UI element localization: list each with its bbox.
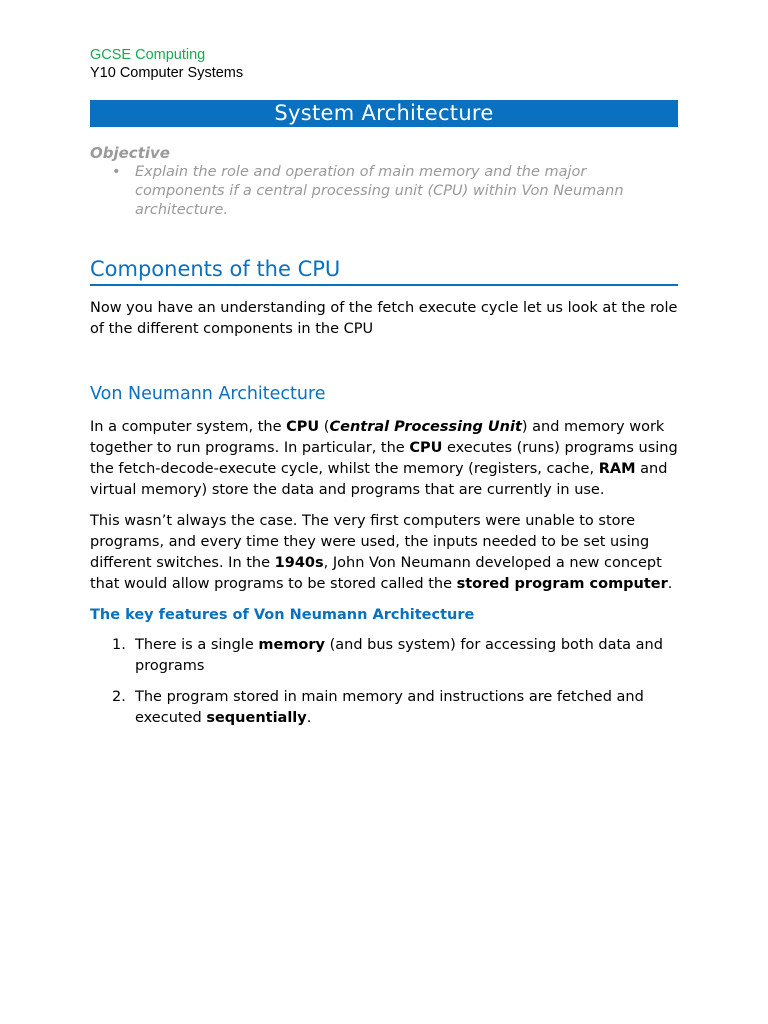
text-run: and virtual memory) store the data and programs that are currently in use.: [90, 461, 668, 498]
text-run: , John Von Neumann developed a new concept that would allow programs to be stored called the: [90, 555, 662, 592]
key-features-heading: The key features of Von Neumann Architecture: [90, 607, 475, 623]
text-run: .: [667, 576, 673, 592]
objective-title: Objective: [90, 144, 170, 162]
key-features-list: [90, 635, 678, 729]
unit-title: Y10 Computer Systems: [90, 65, 244, 81]
list-item: [90, 635, 678, 677]
text-run: There is a single: [135, 637, 259, 653]
bullet-icon: •: [112, 164, 121, 180]
text-run: (: [319, 419, 330, 435]
objective-item: [90, 163, 678, 220]
bold-term: memory: [258, 637, 325, 653]
text-run: In a computer system, the: [90, 419, 287, 435]
list-number: 2.: [112, 689, 126, 705]
document-page: [90, 46, 678, 739]
text-run: ) and memory work together to run programs. In particular, the: [90, 419, 665, 456]
list-item: [90, 687, 678, 729]
text-run: (and bus system) for accessing both data and programs: [135, 637, 663, 674]
text-run: This wasn’t always the case. The very first computers were unable to store programs, and every time they were used, the inputs needed to be set using different switches. In the: [90, 513, 650, 571]
text-run: .: [306, 710, 312, 726]
bold-term: sequentially: [206, 710, 307, 726]
von-neumann-paragraph-2: [90, 511, 678, 595]
bold-term-stored-program: stored program computer: [456, 576, 668, 592]
bold-term-cpu: CPU: [409, 440, 443, 456]
components-heading: Components of the CPU: [90, 255, 678, 286]
von-neumann-paragraph-1: [90, 417, 678, 501]
objective-list: [90, 163, 678, 220]
von-neumann-heading: Von Neumann Architecture: [90, 384, 326, 404]
page-title-banner: System Architecture: [90, 100, 678, 127]
bold-term-cpu: CPU: [286, 419, 320, 435]
objective-text: Explain the role and operation of main memory and the major components if a central processing unit (CPU) within Von Neumann architecture.: [135, 164, 624, 218]
bold-term-1940s: 1940s: [274, 555, 324, 571]
bold-italic-term: Central Processing Unit: [329, 419, 522, 435]
objective-section: [90, 144, 678, 220]
components-intro: Now you have an understanding of the fetch execute cycle let us look at the role of the different components in the CPU: [90, 300, 678, 337]
bold-term-ram: RAM: [598, 461, 636, 477]
list-number: 1.: [112, 637, 126, 653]
text-run: The program stored in main memory and instructions are fetched and executed: [135, 689, 644, 726]
text-run: executes (runs) programs using the fetch-decode-execute cycle, whilst the memory (registers, cache,: [90, 440, 678, 477]
course-title: GCSE Computing: [90, 47, 206, 63]
